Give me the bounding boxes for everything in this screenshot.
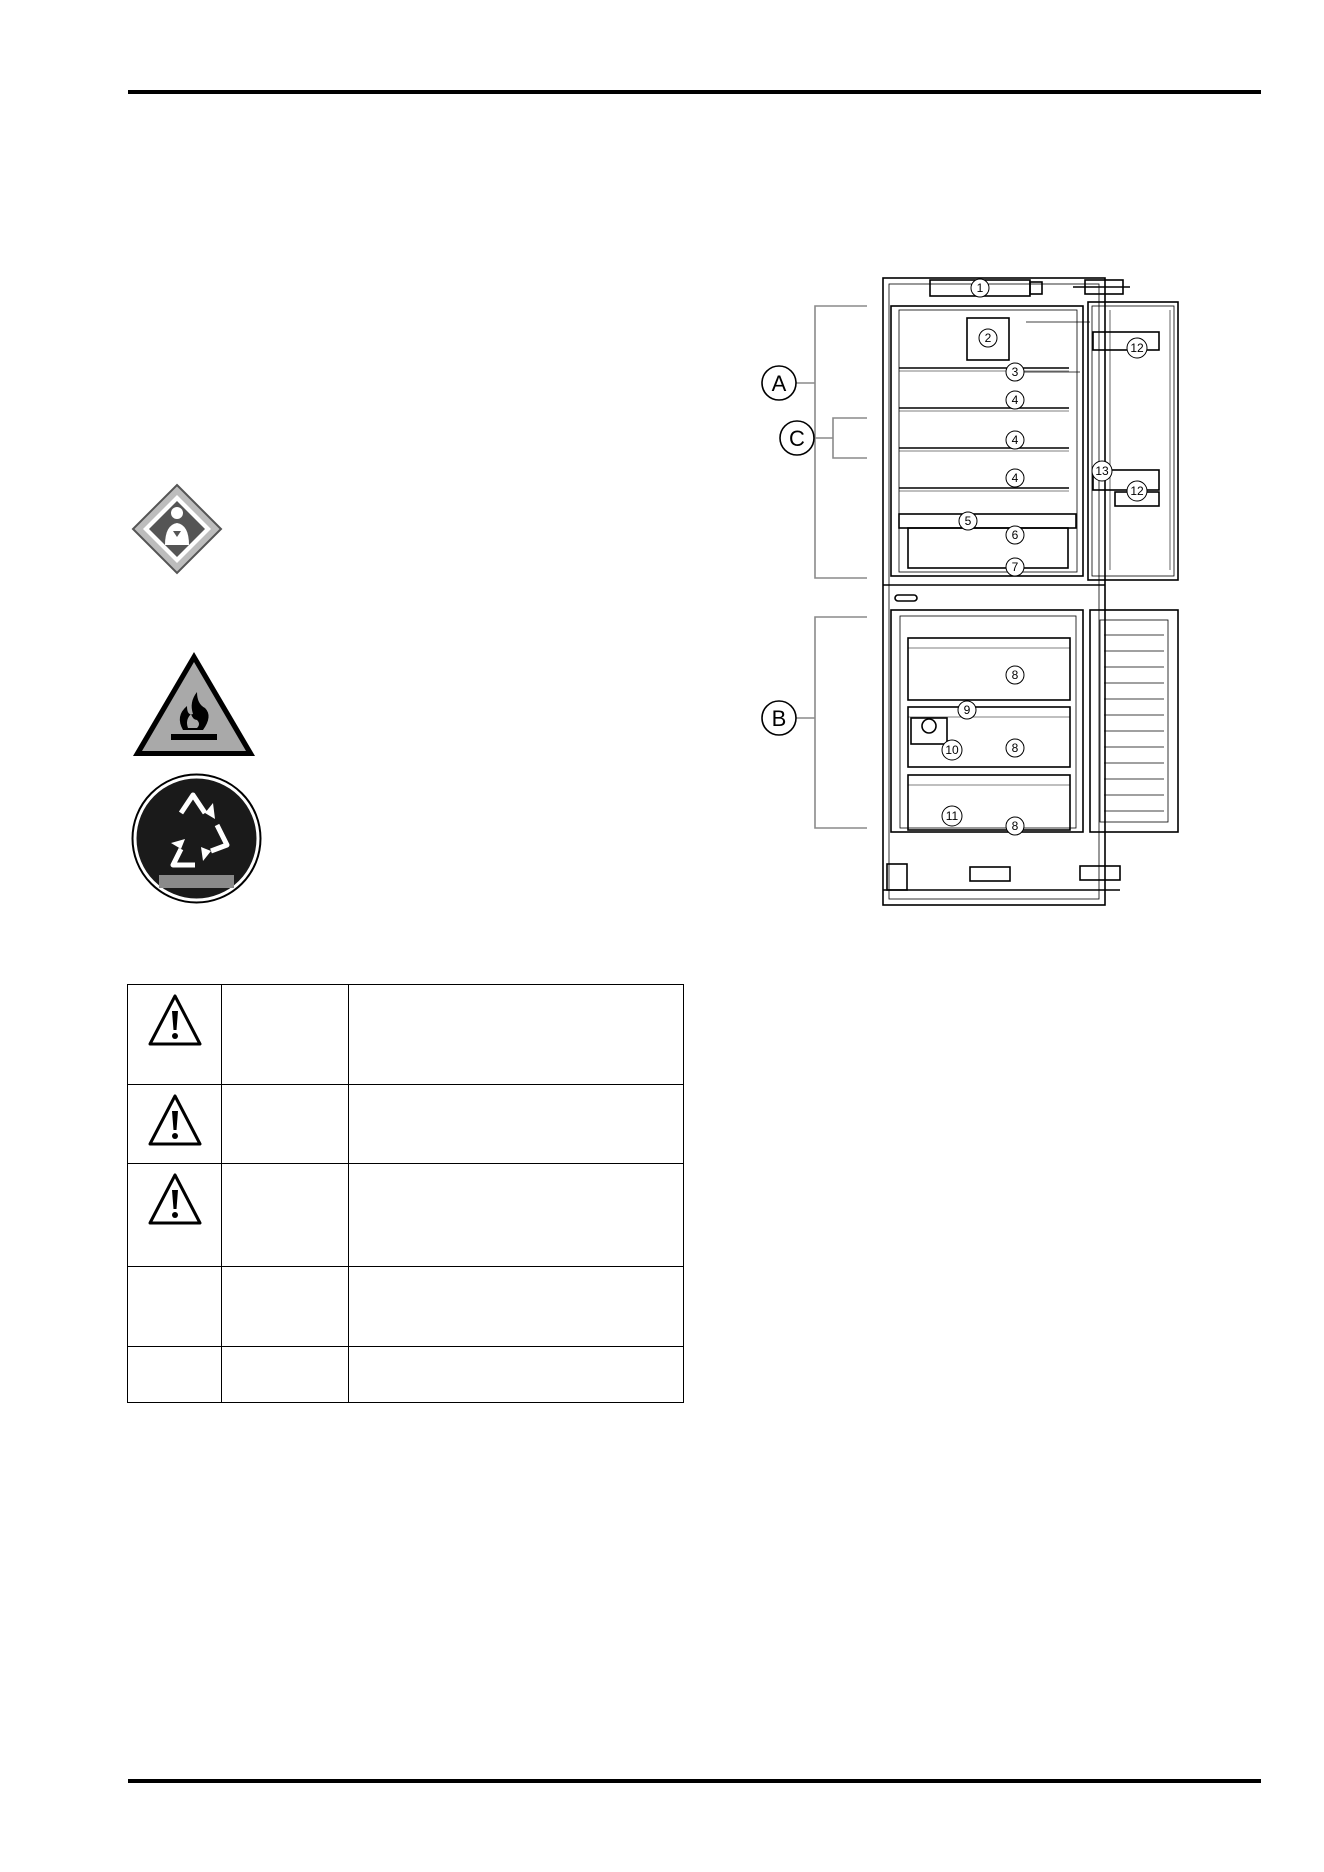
svg-text:4: 4 (1011, 393, 1019, 407)
description-cell (349, 985, 684, 1085)
signal-word-cell (222, 1347, 349, 1403)
table-row (128, 985, 684, 1085)
callout-8 (1006, 817, 1024, 835)
svg-text:2: 2 (984, 331, 992, 345)
row-icon-cell (128, 1085, 222, 1164)
callout-9 (958, 701, 976, 719)
callout-12 (1127, 481, 1147, 501)
callout-4 (1006, 431, 1024, 449)
callout-13 (1092, 461, 1112, 481)
description-cell (349, 1164, 684, 1267)
signal-word-cell (222, 1164, 349, 1267)
warning-triangle-icon (147, 993, 203, 1047)
row-icon-cell (128, 1347, 222, 1403)
svg-text:B: B (771, 706, 787, 731)
zone-label-b (762, 701, 796, 735)
recycling-icon (131, 773, 262, 904)
callout-4 (1006, 391, 1024, 409)
appliance-diagram (690, 270, 1210, 930)
zone-label-a (762, 366, 796, 400)
callout-8 (1006, 666, 1024, 684)
flammable-icon (131, 650, 257, 758)
table-row (128, 1267, 684, 1347)
footer-rule (128, 1779, 1261, 1783)
health-hazard-icon (131, 483, 223, 575)
table-row (128, 1164, 684, 1267)
header-rule (128, 90, 1261, 94)
description-cell (349, 1267, 684, 1347)
callout-11 (942, 806, 962, 826)
callout-4 (1006, 469, 1024, 487)
svg-text:3: 3 (1011, 365, 1019, 379)
description-cell (349, 1347, 684, 1403)
svg-text:C: C (789, 426, 805, 451)
description-cell (349, 1085, 684, 1164)
warning-triangle-icon (147, 1172, 203, 1226)
zone-label-c (780, 421, 814, 455)
table-row (128, 1347, 684, 1403)
svg-text:12: 12 (1130, 341, 1144, 355)
svg-text:8: 8 (1011, 819, 1019, 833)
callout-8 (1006, 739, 1024, 757)
svg-text:7: 7 (1011, 560, 1019, 574)
signal-word-cell (222, 985, 349, 1085)
svg-text:4: 4 (1011, 471, 1019, 485)
signal-word-cell (222, 1085, 349, 1164)
svg-text:1: 1 (976, 281, 984, 295)
svg-text:8: 8 (1011, 741, 1019, 755)
signal-word-cell (222, 1267, 349, 1347)
svg-text:13: 13 (1095, 464, 1109, 478)
callout-1 (971, 279, 989, 297)
svg-text:11: 11 (945, 809, 959, 823)
row-icon-cell (128, 1267, 222, 1347)
safety-notice-table (127, 984, 684, 1403)
svg-text:10: 10 (945, 743, 959, 757)
svg-text:4: 4 (1011, 433, 1019, 447)
callout-3 (1006, 363, 1024, 381)
svg-text:6: 6 (1011, 528, 1019, 542)
svg-text:5: 5 (964, 514, 972, 528)
callout-2 (979, 329, 997, 347)
svg-text:A: A (771, 371, 787, 396)
callout-10 (942, 740, 962, 760)
table-row (128, 1085, 684, 1164)
svg-text:8: 8 (1011, 668, 1019, 682)
callout-6 (1006, 526, 1024, 544)
callout-7 (1006, 558, 1024, 576)
callout-12 (1127, 338, 1147, 358)
row-icon-cell (128, 1164, 222, 1267)
svg-text:12: 12 (1130, 484, 1144, 498)
row-icon-cell (128, 985, 222, 1085)
callout-5 (959, 512, 977, 530)
warning-triangle-icon (147, 1093, 203, 1147)
svg-text:9: 9 (963, 703, 971, 717)
